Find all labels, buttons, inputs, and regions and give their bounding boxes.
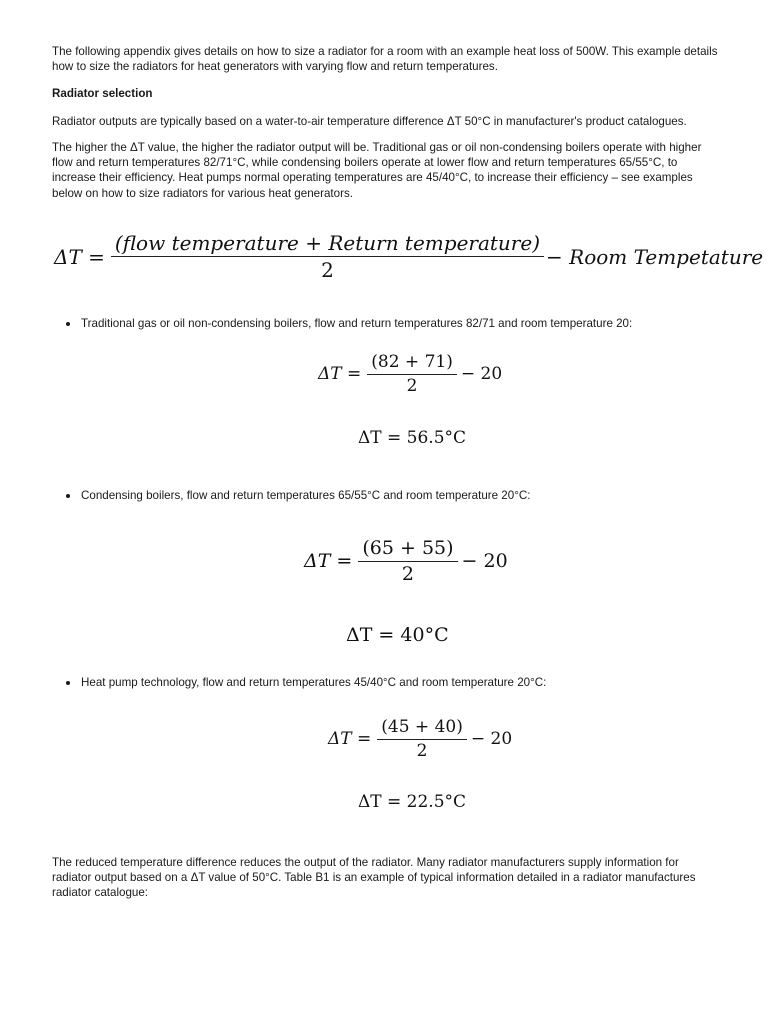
formula-numerator: (65 + 55): [362, 537, 454, 559]
formula-tail: − 20: [470, 729, 513, 750]
paragraph-rating-basis: Radiator outputs are typically based on a water-to-air temperature difference ΔT 50°C in manufacturer's product catalogues.: [52, 115, 687, 128]
formula-fraction: [377, 718, 467, 760]
intro-paragraph: The following appendix gives details on how to size a radiator for a room with an example heat loss of 500W. This example details how to size the radiators for heat generators with varying flow and return temperatures.: [52, 45, 718, 74]
formula-denominator: 2: [416, 740, 428, 761]
formula-fraction: [358, 538, 457, 585]
bullet-icon: [66, 494, 70, 498]
formula-lhs: ΔT =: [328, 729, 372, 750]
paragraph-delta-t-explanation: The higher the ΔT value, the higher the radiator output will be. Traditional gas or oil non-condensing boilers operate with higher flow and return temperatures 82/71°C, while condensing boilers operate at lower flow and return temperatures 65/55°C, to increase their efficiency. Heat pumps normal operating temperatures are 45/40°C, to increase their efficiency – see examples below on how to size radiators for various heat generators.: [52, 141, 702, 200]
example-formula-1: [318, 353, 502, 395]
example-result-1: ΔT = 56.5°C: [358, 428, 467, 448]
example-result-3: ΔT = 22.5°C: [358, 792, 467, 812]
example-formula-2: [304, 538, 508, 585]
general-delta-t-formula: [54, 232, 763, 281]
formula-lhs: ΔT =: [318, 364, 362, 385]
closing-paragraph: The reduced temperature difference reduces the output of the radiator. Many radiator manufacturers supply information for radiator output based on a ΔT value of 50°C. Table B1 is an example of typical information detailed in a radiator manufactures radiator catalogue:: [52, 856, 696, 900]
formula-numerator: (45 + 40): [381, 717, 463, 737]
bullet-icon: [66, 681, 70, 685]
formula-tail: − Room Tempetature: [546, 244, 764, 269]
section-heading: Radiator selection: [52, 87, 153, 100]
formula-denominator: 2: [321, 258, 334, 282]
example-result-2: ΔT = 40°C: [346, 624, 449, 646]
bullet-icon: [66, 322, 70, 326]
example-formula-3: [328, 718, 512, 760]
formula-denominator: 2: [401, 562, 414, 585]
formula-fraction: [367, 353, 457, 395]
formula-tail: − 20: [461, 550, 508, 573]
formula-denominator: 2: [406, 375, 418, 396]
formula-numerator: (82 + 71): [371, 352, 453, 372]
formula-lhs: ΔT =: [54, 244, 105, 269]
formula-lhs: ΔT =: [304, 550, 353, 573]
formula-numerator: (flow temperature + Return temperature): [114, 231, 541, 255]
formula-tail: − 20: [460, 364, 503, 385]
formula-fraction: [111, 232, 544, 281]
